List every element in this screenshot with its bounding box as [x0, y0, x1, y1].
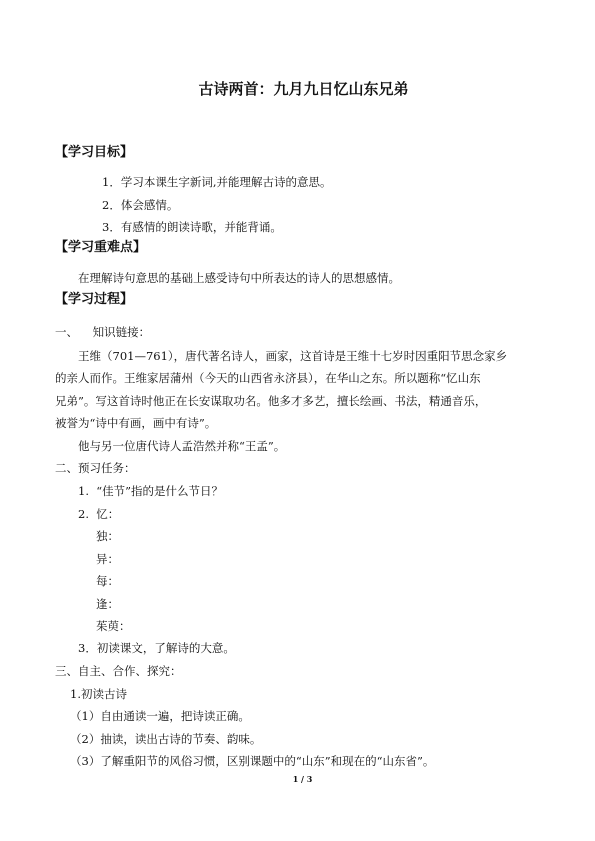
goal-item-3: 3．有感情的朗读诗歌，并能背诵。 — [102, 220, 282, 234]
preview-question-1: 1. “佳节”指的是什么节日？ — [78, 484, 224, 498]
bio-line-1: 王维（701—761），唐代著名诗人，画家，这首诗是王维十七岁时因重阳节思念家乡 — [78, 349, 508, 363]
section-heading-key-points: 【学习重难点】 — [55, 240, 147, 255]
section-heading-goals: 【学习目标】 — [55, 145, 134, 160]
reading-step-3: （3）了解重阳节的风俗习惯，区别课题中的“山东”和现在的“山东省”。 — [70, 754, 435, 768]
preview-question-2: 2. 忆： — [78, 507, 120, 521]
key-points-text: 在理解诗句意思的基础上感受诗句中所表达的诗人的思想感情。 — [78, 271, 400, 285]
word-item: 独： — [96, 529, 119, 543]
part1-heading: 一、 知识链接： — [55, 325, 151, 339]
goal-item-1: 1．学习本课生字新词,并能理解古诗的意思。 — [102, 175, 332, 189]
page-number: 1 / 3 — [292, 774, 313, 784]
bio-paragraph-2: 他与另一位唐代诗人孟浩然并称“王孟”。 — [78, 439, 286, 453]
bio-line-2: 的亲人而作。王维家居蒲州（今天的山西省永济县），在华山之东。所以题称“忆山东 — [55, 371, 481, 385]
section-heading-process: 【学习过程】 — [55, 292, 134, 307]
word-item: 每： — [96, 574, 119, 588]
reading-step-1: （1）自由通读一遍，把诗读正确。 — [70, 709, 250, 723]
bio-line-4: 被誉为“诗中有画，画中有诗”。 — [55, 416, 217, 430]
goal-item-2: 2．体会感情。 — [102, 198, 179, 212]
word-item: 茱萸： — [96, 619, 131, 633]
part2-heading: 二、预习任务： — [55, 461, 136, 475]
document-title: 古诗两首：九月九日忆山东兄弟 — [198, 80, 409, 98]
bio-line-3: 兄弟”。写这首诗时他正在长安谋取功名。他多才多艺，擅长绘画、书法，精通音乐， — [55, 394, 487, 408]
part3-heading: 三、自主、合作、探究： — [55, 664, 182, 678]
part3-subheading: 1.初读古诗 — [70, 687, 127, 701]
word-item: 异： — [96, 552, 119, 566]
reading-step-2: （2）抽读，读出古诗的节奏、韵味。 — [70, 732, 262, 746]
word-item: 逢： — [96, 597, 119, 611]
preview-question-3: 3．初读课文，了解诗的大意。 — [78, 641, 235, 655]
